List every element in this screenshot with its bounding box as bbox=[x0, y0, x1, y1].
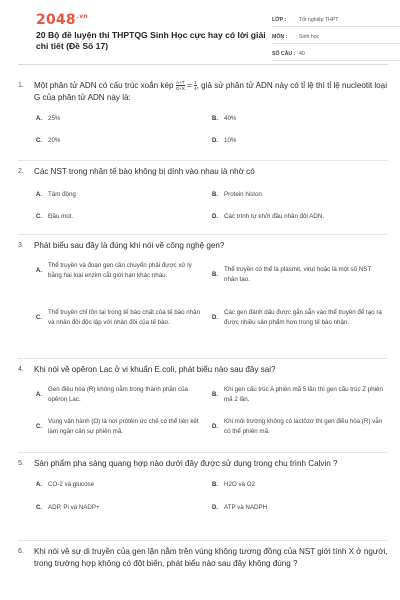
site-logo[interactable]: $2048^{.vn}$ bbox=[36, 12, 88, 28]
meta-value: 40 bbox=[299, 51, 305, 57]
option-c[interactable]: C. Thể truyền chỉ tồn tại trong tế bào chất của tế bào nhận và nhân đôi độc lập với nhân đôi của tế bào. bbox=[36, 309, 201, 326]
option-d[interactable]: D. ATP và NADPH bbox=[212, 504, 268, 511]
question-number: 3. bbox=[18, 242, 24, 249]
document-header bbox=[18, 0, 388, 62]
option-a[interactable]: A. Gen điều hòa (R) không nằm trong thành phần của opêron Lac. bbox=[36, 386, 189, 403]
question-number: 4. bbox=[18, 366, 24, 373]
question-number: 5. bbox=[18, 460, 24, 467]
question-text: Phát biểu sau đây là đúng khi nói về công nghệ gen? bbox=[34, 241, 225, 250]
option-a[interactable]: A. Thể truyền và đoạn gen cần chuyển phải được xử lý bằng hai loại enzim cắt giới hạn khác nhau. bbox=[36, 262, 192, 279]
fraction: $\frac{A+T}{G+X}$ bbox=[175, 80, 185, 92]
option-b[interactable]: B. 40% bbox=[212, 115, 237, 122]
meta-label: SỐ CÂU : bbox=[272, 51, 296, 57]
question-text: Khi nói về sự di truyền của gen lặn nằm trên vùng không tương đồng của NST giới tính X ở người, trong trường hợp không có đột biến, phát biểu nào sau đây không đúng ? bbox=[34, 547, 388, 568]
question-number: 2. bbox=[18, 168, 24, 175]
option-c[interactable]: C. Vùng vận hành (O) là nơi prôtêin ức chế có thể liên kết làm ngăn cản sự phiên mã. bbox=[36, 418, 199, 435]
option-b[interactable]: B. Khi gen cấu trúc A phiên mã 5 lần thì gen cấu trúc Z phiên mã 2 lần. bbox=[212, 386, 383, 403]
meta-label: MÔN : bbox=[272, 34, 288, 40]
question-3 bbox=[18, 240, 388, 361]
meta-row-count bbox=[272, 48, 400, 61]
question-separator bbox=[18, 160, 388, 161]
question-separator bbox=[18, 540, 388, 541]
option-d[interactable]: D. Các gen đánh dấu được gắn sẵn vào thể truyền để tạo ra được nhiều sản phẩm hơn trong tế bào nhận. bbox=[212, 309, 382, 326]
option-d[interactable]: D. Các trình tự khởi đầu nhân đôi ADN. bbox=[212, 213, 325, 220]
option-d[interactable]: D. Khi môi trường không có lactôzơ thì gen điều hòa (R) vẫn có thể phiên mã. bbox=[212, 418, 383, 435]
question-separator bbox=[18, 452, 388, 453]
option-b[interactable]: B. Thể truyền có thể là plasmit, virut hoặc là một số NST nhân tạo. bbox=[212, 266, 372, 283]
option-b[interactable]: B. H2O và O2 bbox=[212, 481, 255, 488]
question-6 bbox=[18, 546, 388, 570]
question-1 bbox=[18, 80, 388, 158]
option-a[interactable]: A. 25% bbox=[36, 115, 61, 122]
meta-label: LỚP : bbox=[272, 17, 287, 23]
question-4 bbox=[18, 364, 388, 451]
meta-row-class bbox=[272, 14, 400, 27]
question-5 bbox=[18, 458, 388, 524]
option-c[interactable]: C. Đầu mút. bbox=[36, 213, 74, 220]
option-d[interactable]: D. 10% bbox=[212, 137, 237, 144]
document-title: 20 Bộ đề luyện thi THPTQG Sinh Học cực hay có lời giải chi tiết (Đề Số 17) bbox=[36, 30, 266, 51]
question-number: 1. bbox=[18, 82, 24, 89]
option-b[interactable]: B. Protein histon. bbox=[212, 191, 264, 198]
option-a[interactable]: A. Tâm động bbox=[36, 191, 76, 198]
meta-value: Tốt nghiệp THPT bbox=[299, 17, 339, 23]
question-text: Sản phẩm pha sáng quang hợp nào dưới đây được sử dụng trong chu trình Calvin ? bbox=[34, 459, 338, 468]
question-2 bbox=[18, 166, 388, 234]
question-separator bbox=[18, 358, 388, 359]
question-number: 6. bbox=[18, 548, 24, 555]
question-text: Các NST trong nhân tế bào không bị dính vào nhau là nhờ có bbox=[34, 167, 255, 176]
meta-table bbox=[272, 14, 400, 65]
fraction: $\frac{1}{4}$ bbox=[194, 80, 197, 92]
option-a[interactable]: A. CO-2 và glucose bbox=[36, 481, 95, 488]
question-text: Một phân tử ADN có cấu trúc xoắn kép $\frac{A+T}{G+X}$ = $\frac{1}{4}$ , giả sử phân tử ADN này có tỉ lệ thì tỉ lệ nucleotit loại G của phân tử ADN này là: bbox=[34, 80, 387, 102]
option-c[interactable]: C. 20% bbox=[36, 137, 61, 144]
question-text: Khi nói về opêron Lac ở vi khuẩn E.coli, phát biểu nào sau đây sai? bbox=[34, 365, 276, 374]
question-separator bbox=[18, 234, 388, 235]
option-c[interactable]: C. ADP, Pi và NADP+ bbox=[36, 504, 100, 511]
meta-row-subject bbox=[272, 31, 400, 44]
header-divider bbox=[18, 64, 388, 65]
meta-value: Sinh học bbox=[299, 34, 320, 40]
